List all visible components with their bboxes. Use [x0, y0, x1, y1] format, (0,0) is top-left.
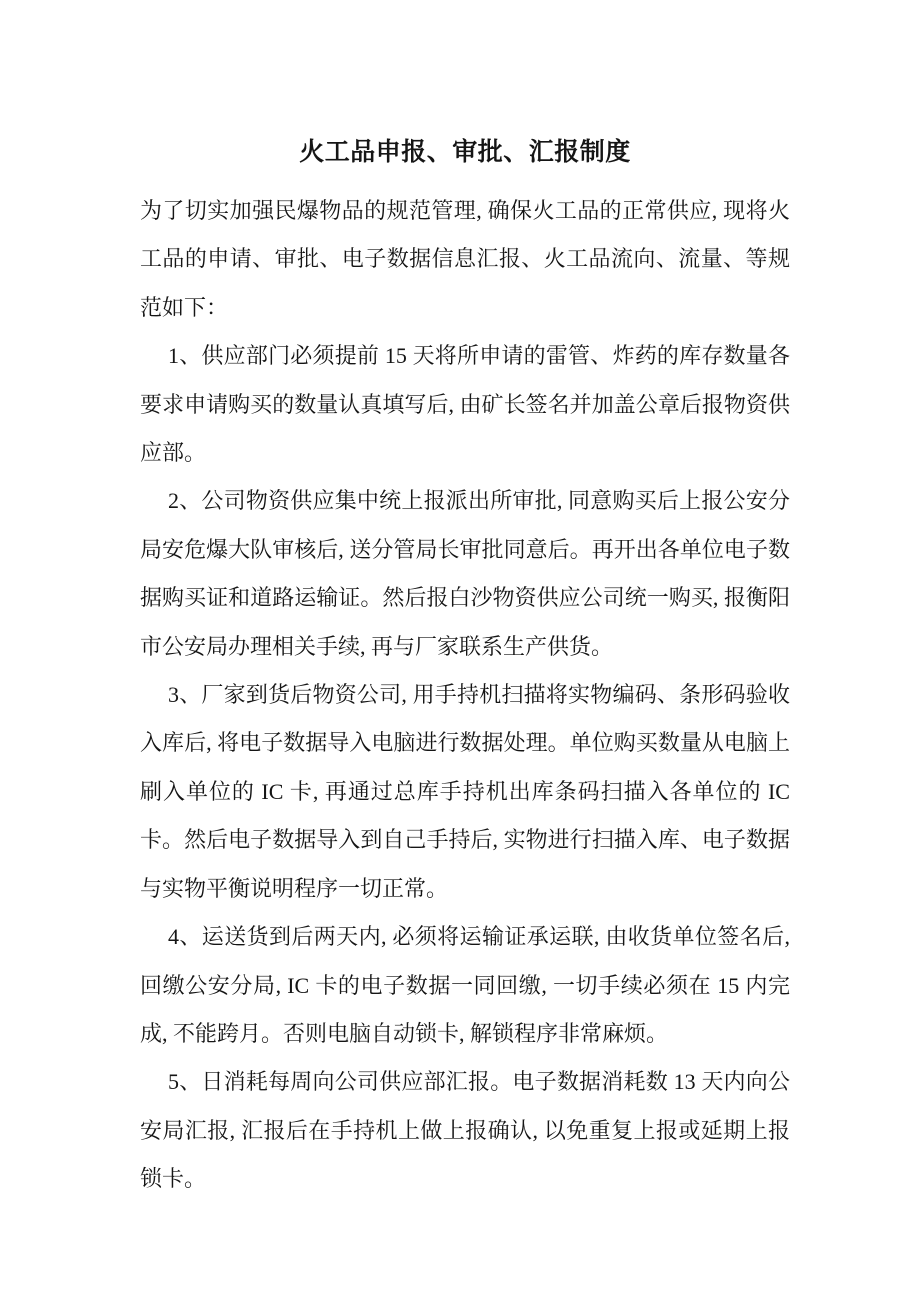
rule-paragraph-3: 3、厂家到货后物资公司, 用手持机扫描将实物编码、条形码验收入库后, 将电子数据导入电脑进行数据处理。单位购买数量从电脑上刷入单位的 IC 卡, 再通过总库手持机出库条码扫描入各单位的 IC 卡。然后电子数据导入到自己手持后, 实物进行扫描入库、电子数据与实物平衡说明程序一切正常。 [140, 682, 790, 901]
rule-paragraph-4: 4、运送货到后两天内, 必须将运输证承运联, 由收货单位签名后, 回缴公安分局, IC 卡的电子数据一同回缴, 一切手续必须在 15 内完成, 不能跨月。否则电脑自动锁卡, 解锁程序非常麻烦。 [140, 924, 790, 1046]
rule-paragraph-1: 1、供应部门必须提前 15 天将所申请的雷管、炸药的库存数量各要求申请购买的数量认真填写后, 由矿长签名并加盖公章后报物资供应部。 [140, 343, 790, 466]
intro-paragraph: 为了切实加强民爆物品的规范管理, 确保火工品的正常供应, 现将火工品的申请、审批、电子数据信息汇报、火工品流向、流量、等规范如下： [140, 198, 790, 320]
document-title: 火工品申报、审批、汇报制度 [299, 139, 631, 166]
rule-paragraph-2: 2、公司物资供应集中统上报派出所审批, 同意购买后上报公安分局安危爆大队审核后, 送分管局长审批同意后。再开出各单位电子数据购买证和道路运输证。然后报白沙物资供应公司统一购买, 报衡阳市公安局办理相关手续, 再与厂家联系生产供货。 [140, 488, 790, 659]
rule-paragraph-5: 5、日消耗每周向公司供应部汇报。电子数据消耗数 13 天内向公安局汇报, 汇报后在手持机上做上报确认, 以免重复上报或延期上报锁卡。 [140, 1069, 790, 1192]
